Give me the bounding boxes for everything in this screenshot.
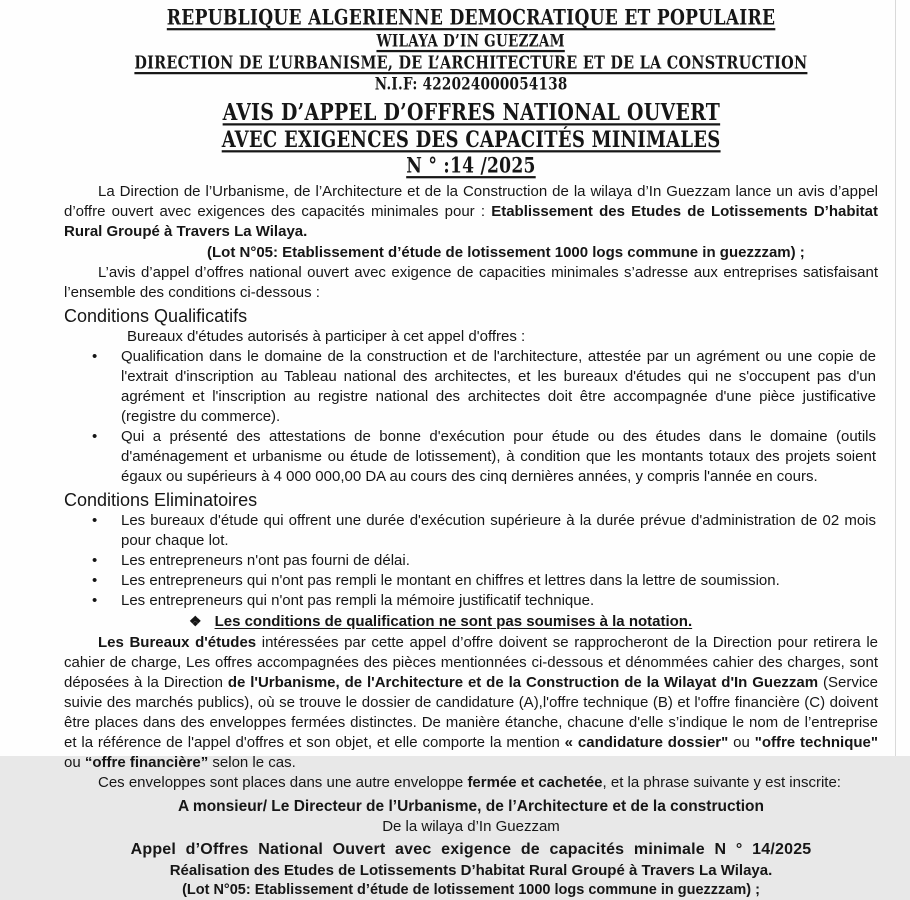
eliminatoires-bullet-4 — [64, 591, 878, 611]
conditions-qualificatifs-intro: Bureaux d'études autorisés à participer à cet appel d'offres : — [127, 328, 526, 345]
notice-number-text: N ° :14 /2025 — [406, 153, 536, 179]
inscription-wilaya: De la wilaya d’In Guezzam — [382, 818, 560, 835]
bullet-icon: • — [92, 512, 98, 529]
submission-p1-bold-5: “offre financière” — [84, 754, 209, 771]
qualificatifs-bullet-1 — [64, 347, 878, 427]
inscription-lot-line: (Lot N°05: Etablissement d’étude de lotissement 1000 logs commune in guezzzam) ; — [182, 882, 760, 898]
scan-edge-line — [895, 0, 896, 756]
republic-title — [64, 7, 878, 29]
eliminatoires-bullet-1 — [64, 511, 878, 551]
conditions-eliminatoires-section — [64, 489, 878, 632]
eliminatoires-bullet-3-text: Les entrepreneurs qui n'ont pas rempli le montant en chiffres et lettres dans la lettre de soumission. — [121, 572, 780, 589]
eliminatoires-bullet-2 — [64, 551, 878, 571]
qualificatifs-bullet-2-text: Qui a présenté des attestations de bonne d'exécution pour étude ou des études dans le domaine (outils d'aménagement et urbanisme ou étude de lotissement), à condition que les montants totaux des projets soient égaux ou supérieurs à 4 000 000,00 DA au cours des cinq dernières années, y compris l'année en cours. — [121, 428, 876, 485]
lot-line: (Lot N°05: Etablissement d’étude de lotissement 1000 logs commune in guezzzam) ; — [207, 244, 805, 261]
submission-section — [64, 633, 878, 793]
qualification-note-line — [189, 611, 878, 632]
qualificatifs-bullet-list — [64, 347, 878, 487]
envelope-inscription — [64, 796, 878, 900]
submission-paragraph-2 — [64, 773, 878, 793]
nif-text: N.I.F: 422024000054138 — [374, 73, 568, 95]
submission-p1-text-2: (Service suivie des marchés publics), où se trouve le dossier de candidature (A),l'offre technique (B) et l'offre financière (C) doivent être places dans des enveloppes fermées distinctes. De manière étanche, chacune d'elle s’indique le nom de l’entreprise et la référence de l'appel d'offres et son objet, et elle comporte la mention — [64, 674, 878, 751]
submission-p2-text-1: Ces enveloppes sont places dans une autre enveloppe — [98, 774, 468, 791]
submission-p1-text-1: intéressées par cette appel d’offre doivent se rapprocheront de la Direction pour retirera le cahier de charge, Les offres accompagnées des pièces mentionnées ci-dessous et dénommées cahier des charges, sont déposées à la Direction — [64, 634, 878, 691]
notice-title-line2 — [64, 127, 878, 151]
bullet-icon: • — [92, 552, 98, 569]
submission-p1-bold-1: Les Bureaux d'études — [98, 634, 257, 651]
intro-paragraph-1 — [64, 182, 878, 242]
eliminatoires-bullet-1-text: Les bureaux d'étude qui offrent une durée d'exécution supérieure à la durée prévue d'administration de 02 mois pour chaque lot. — [121, 512, 876, 549]
notice-title-line1-text: AVIS D’APPEL D’OFFRES NATIONAL OUVERT — [222, 97, 720, 126]
submission-p1-text-4: ou — [64, 754, 85, 771]
submission-p2-text-2: , et la phrase suivante y est inscrite: — [602, 774, 841, 791]
eliminatoires-bullet-list — [64, 511, 878, 611]
qualificatifs-bullet-1-text: Qualification dans le domaine de la construction et de l'architecture, attestée par un agrément ou une copie de l'extrait d'inscription au Tableau national des architectes, et les bureaux d'études qui ne s'occupent pas d'un agrément et l'inscription au registre national des architectes doit être accompagnée d'une pièce justificative (registre du commerce). — [121, 348, 876, 425]
intro-p1-object-bold: Etablissement des Etudes de Lotissements D’habitat Rural Groupé à Travers La Wilaya. — [64, 203, 878, 240]
intro-section — [64, 182, 878, 303]
conditions-qualificatifs-heading: Conditions Qualificatifs — [64, 306, 248, 326]
submission-p1-text-3: ou — [728, 734, 755, 751]
wilaya-title — [64, 32, 878, 50]
submission-p1-bold-4: "offre technique" — [754, 734, 878, 751]
nif-line — [64, 75, 878, 93]
inscription-project-title: Réalisation des Etudes de Lotissements D’habitat Rural Groupé à Travers La Wilaya. — [169, 862, 773, 879]
notice-title-line1 — [64, 99, 878, 124]
diamond-bullet-icon: ❖ — [189, 613, 202, 629]
intro-paragraph-2: L’avis d’appel d’offres national ouvert avec exigence de capacities minimales s’adresse aux entreprises satisfaisant l’ensemble des conditions ci-dessous : — [64, 264, 878, 301]
direction-title-text: DIRECTION DE L’URBANISME, DE L’ARCHITECTURE ET DE LA CONSTRUCTION — [134, 51, 808, 74]
qualificatifs-bullet-2 — [64, 427, 878, 487]
notice-title-line2-text: AVEC EXIGENCES DES CAPACITÉS MINIMALES — [221, 125, 721, 153]
submission-p2-bold: fermée et cachetée — [467, 774, 603, 791]
intro-p1-text: La Direction de l’Urbanisme, de l’Architecture et de la Construction de la wilaya d’In Guezzam lance un avis d’appel d’offre ouvert avec exigences des capacités minimales pour : — [64, 183, 878, 220]
qualification-note-text: Les conditions de qualification ne sont pas soumises à la notation. — [214, 613, 693, 630]
bullet-icon: • — [92, 348, 98, 365]
bullet-icon: • — [92, 572, 98, 589]
republic-title-text: REPUBLIQUE ALGERIENNE DEMOCRATIQUE ET POPULAIRE — [166, 5, 776, 31]
notice-number — [64, 155, 878, 177]
wilaya-title-text: WILAYA D’IN GUEZZAM — [376, 30, 566, 52]
submission-p1-bold-3: « candidature dossier" — [564, 734, 729, 751]
bullet-icon: • — [92, 592, 98, 609]
conditions-eliminatoires-heading: Conditions Eliminatoires — [64, 490, 258, 510]
bullet-icon: • — [92, 428, 98, 445]
document-header — [64, 7, 878, 177]
submission-paragraph-1 — [64, 633, 878, 773]
eliminatoires-bullet-2-text: Les entrepreneurs n'ont pas fourni de délai. — [121, 552, 410, 569]
submission-p1-bold-2: de l'Urbanisme, de l'Architecture et de la Construction de la Wilayat d'In Guezzam — [227, 674, 819, 691]
direction-title — [64, 53, 878, 72]
inscription-addressee: A monsieur/ Le Directeur de l’Urbanisme, de l’Architecture et de la construction — [178, 798, 764, 815]
eliminatoires-bullet-3 — [64, 571, 878, 591]
inscription-tender-title: Appel d’Offres National Ouvert avec exigence de capacités minimale N ° 14/2025 — [130, 841, 812, 858]
submission-p1-text-5: selon le cas. — [208, 754, 296, 771]
conditions-qualificatifs-section — [64, 305, 878, 487]
eliminatoires-bullet-4-text: Les entrepreneurs qui n'ont pas rempli la mémoire justificatif technique. — [121, 592, 595, 609]
